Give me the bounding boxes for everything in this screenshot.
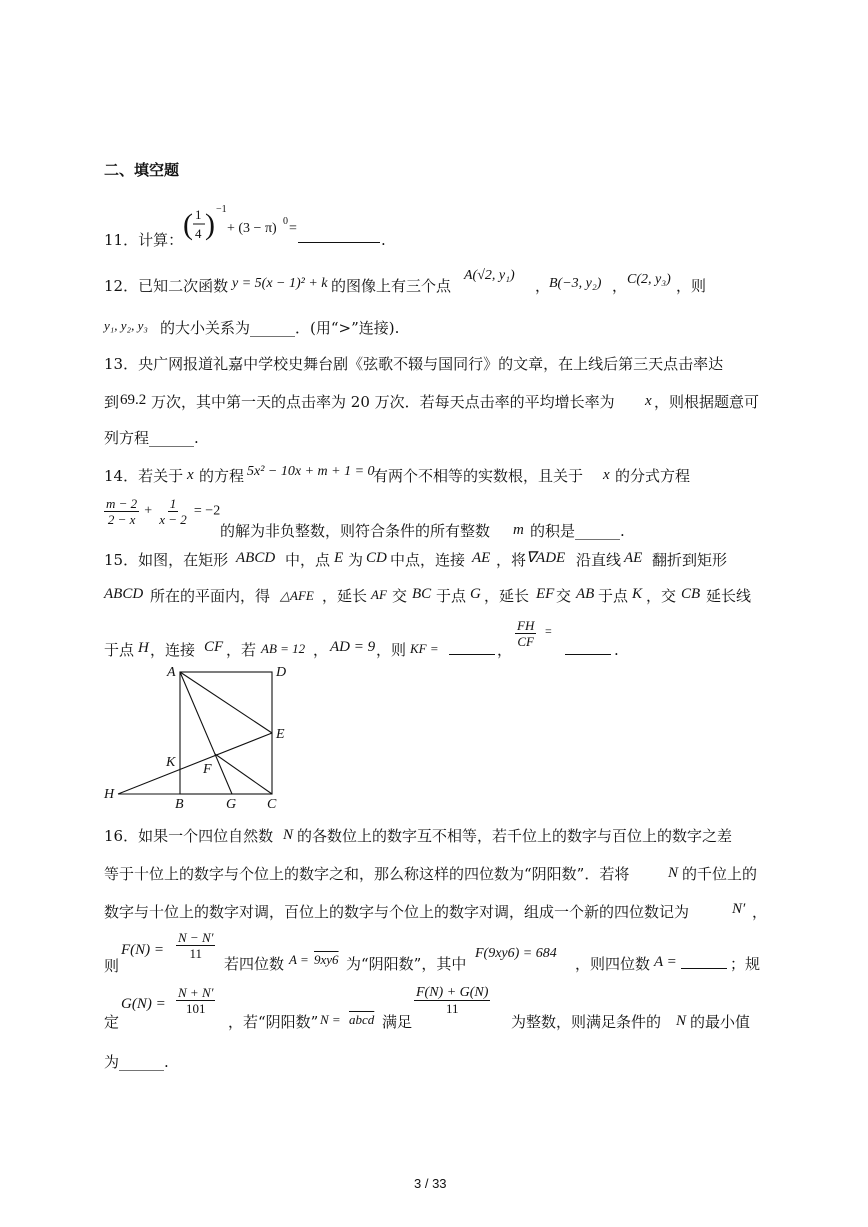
svg-text:−1: −1 [216, 204, 227, 215]
q16-frac-f-den: 11 [189, 946, 202, 961]
label-c: C [267, 797, 277, 812]
q11-end: . [381, 231, 386, 249]
q16-abcd: abcd [349, 1012, 375, 1027]
q15-blank-2[interactable] [565, 640, 611, 655]
q16-f-lhs: F(N) = [121, 942, 165, 958]
q11-formula [183, 202, 298, 250]
q16-f-val: F(9xy6) = 684 [475, 946, 557, 961]
q16-frac-g [176, 985, 215, 1016]
q15-frac [515, 618, 536, 649]
q16-ze: 则 [104, 957, 120, 975]
q11-answer-blank[interactable] [298, 228, 380, 243]
q12-text-c: ，则 [676, 277, 707, 295]
q14-equation: 5x² − 10x + m + 1 = 0 [247, 464, 375, 479]
q16-n3: N [676, 1013, 687, 1029]
q16-line5-d: 的最小值 [690, 1013, 751, 1031]
q13-line2-c: ，则根据题意可 [654, 393, 760, 411]
q15-frac-num: FH [517, 618, 535, 633]
q15-eq: = [545, 624, 552, 638]
q16-frac-g-num: N + N′ [178, 985, 214, 1000]
q15-bc: BC [412, 586, 432, 602]
q15-line1-e: ，将 [496, 551, 527, 569]
q15-ade: ∇ADE [526, 550, 566, 566]
q15-comma: ， [313, 641, 329, 659]
q16-line1: 16．如果一个四位自然数 [104, 827, 274, 845]
q16-nprime: N′ [732, 901, 746, 917]
q16-g-frac [176, 985, 215, 1016]
q15-line3-c: ，若 [226, 641, 257, 659]
q13-line3: 列方程______. [104, 429, 199, 447]
q14-line1-b: 的方程 [199, 467, 245, 485]
q15-ab12: AB = 12 [261, 641, 306, 656]
q14-frac1-num: m − 2 [106, 496, 138, 511]
label-f: F [203, 762, 212, 777]
q15-line2-f: 交 [556, 587, 572, 605]
q14-line1-c: 有两个不相等的实数根，且关于 [373, 467, 584, 485]
q15-h: H [138, 640, 149, 656]
q12-line2: 的大小关系为______．(用“>”连接). [160, 319, 400, 337]
segment-ae [180, 672, 272, 733]
q16-frac-g-den: 101 [185, 1001, 206, 1016]
svg-text:(: ( [183, 208, 193, 241]
q15-end: . [614, 641, 619, 659]
q15-line1-d: 中点，连接 [390, 551, 466, 569]
q16-frac-fg-den: 11 [445, 1001, 459, 1016]
q16-line4-b: 为“阴阳数”，其中 [346, 955, 467, 973]
q15-line2-c: 交 [392, 587, 408, 605]
q16-n2: N [668, 865, 679, 881]
q14-frac1 [104, 496, 139, 527]
q15-line2-e: ，延长 [484, 587, 530, 605]
q15-line3-b: ，连接 [150, 641, 196, 659]
q16-line5-a: ，若“阴阳数” [228, 1013, 319, 1031]
q16-line3: 数字与十位上的数字对调，百位上的数字与个位上的数字对调，组成一个新的四位数记为 [104, 903, 690, 921]
label-k: K [166, 755, 176, 770]
q16-line4-a: 若四位数 [224, 955, 285, 973]
q15-cd: CD [366, 550, 387, 566]
q16-frac-f-num: N − N′ [178, 930, 214, 945]
q14-frac2 [157, 496, 189, 527]
q14-line1-a: 14．若关于 [104, 467, 184, 485]
q16-line4-c: ，则四位数 [575, 955, 651, 973]
q15-cb: CB [681, 586, 701, 602]
q14-frac2-num: 1 [169, 496, 177, 511]
q15-abcd-2: ABCD [104, 586, 144, 602]
q16-line6: 为______. [104, 1053, 169, 1071]
q14-line2: 的解为非负整数，则符合条件的所有整数 [220, 522, 491, 540]
q13-line2-b: 万次，其中第一天的点击率为 20 万次．若每天点击率的平均增长率为 [151, 393, 615, 411]
q15-line2-d: 于点 [436, 587, 467, 605]
q13-line2-a: 到 [104, 393, 120, 411]
q16-n-eq: N = [320, 1012, 341, 1027]
label-h: H [104, 787, 115, 802]
q15-afe: △AFE [280, 588, 314, 603]
q16-frac-fg-num: F(N) + G(N) [416, 985, 489, 1000]
q16-line5-c: 为整数，则满足条件的 [511, 1013, 662, 1031]
q15-kf: KF = [410, 641, 439, 656]
q14-line2-end: 的积是______. [530, 522, 625, 540]
q15-g: G [470, 586, 481, 602]
segment-he [118, 733, 272, 794]
label-e: E [276, 727, 285, 742]
svg-text:0: 0 [283, 216, 288, 227]
q12-comma-1: ， [535, 277, 551, 295]
q15-ab: AB [576, 586, 595, 602]
q14-rhs: = −2 [193, 503, 221, 519]
q15-cf: CF [204, 639, 224, 655]
q16-fg-frac [414, 985, 490, 1016]
q15-ae: AE [472, 550, 491, 566]
q15-k: K [632, 586, 643, 602]
q12-point-a: A(√2, y₁) [464, 268, 515, 283]
q12-function: y = 5(x − 1)² + k [232, 276, 328, 291]
section-title: 二、填空题 [104, 161, 180, 179]
q13-line1: 13．央广网报道礼嘉中学校史舞台剧《弦歌不辍与国同行》的文章，在上线后第三天点击率达 [104, 355, 724, 373]
q15-af: AF [371, 587, 387, 602]
q15-line2-a: 所在的平面内，得 [150, 587, 271, 605]
q12-intro: 12．已知二次函数 [104, 277, 229, 295]
q12-vars: y₁, y₂, y₃ [104, 318, 148, 333]
label-b: B [175, 797, 184, 812]
q11-expression [183, 202, 298, 254]
q15-figure [100, 658, 300, 814]
label-d: D [276, 665, 287, 680]
q16-n1: N [283, 827, 294, 843]
q15-ae2: AE [624, 550, 643, 566]
q16-line1-b: 的各数位上的数字互不相等，若千位上的数字与百位上的数字之差 [297, 827, 733, 845]
q16-line3-end: ， [752, 903, 768, 921]
q13-x: x [645, 393, 652, 409]
q12-point-b: B(−3, y₂) [549, 276, 602, 291]
q15-comma-2: ， [497, 641, 513, 659]
q12-text-b: 的图像上有三个点 [331, 277, 452, 295]
label-g: G [226, 797, 237, 812]
q15-e: E [334, 550, 344, 566]
q16-digits: 9xy6 [314, 952, 339, 967]
q16-a-eq: A = [289, 952, 309, 967]
q15-fh-frac [515, 618, 536, 649]
q14-m: m [513, 522, 524, 538]
q16-a-var: A = [654, 954, 677, 970]
q14-x1: x [187, 467, 194, 483]
label-a: A [167, 665, 176, 680]
q12-point-c: C(2, y₃) [627, 272, 671, 287]
q15-line1-b: 中，点 [285, 551, 331, 569]
q15-line3-d: ，则 [376, 641, 407, 659]
q16-line2: 等于十位上的数字与个位上的数字之和，那么称这样的四位数为“阴阳数”．若将 [104, 865, 630, 883]
q12-comma-2: ， [612, 277, 628, 295]
q15-abcd: ABCD [236, 550, 276, 566]
svg-text:): ) [205, 208, 215, 241]
svg-text:=: = [289, 221, 297, 236]
svg-text:+ (3 − π): + (3 − π) [227, 221, 277, 236]
q13-value: 69.2 [120, 392, 147, 408]
q11-label: 11．计算： [104, 231, 184, 249]
q16-line5-b: 满足 [382, 1013, 413, 1031]
q16-line2-b: 的千位上的 [682, 865, 758, 883]
q15-line1-c: 为 [348, 551, 364, 569]
rect-abcd [180, 672, 272, 794]
q14-fraction-eq: $\frac{m - 2}{2 - x}$ + $\frac{1}{x - 2}$ = −2 [106, 496, 221, 527]
q15-line2-h: ，交 [646, 587, 677, 605]
q15-line3-a: 于点 [104, 641, 135, 659]
q14-frac1-den: 2 − x [107, 512, 136, 527]
q15-line1: 15．如图，在矩形 [104, 551, 229, 569]
q15-line2-g: 于点 [598, 587, 629, 605]
q15-frac-den: CF [517, 634, 534, 649]
q16-frac-f [176, 930, 215, 961]
q16-blank-a[interactable] [681, 954, 727, 969]
q15-blank-1[interactable] [449, 640, 495, 655]
q15-line2-i: 延长线 [706, 587, 752, 605]
page-number: 3 / 33 [414, 1176, 447, 1191]
q14-x2: x [603, 467, 610, 483]
svg-text:4: 4 [195, 226, 202, 241]
q15-line1-g: 翻折到矩形 [652, 551, 728, 569]
q16-ding: 定 [104, 1013, 120, 1031]
q15-ef: EF [536, 586, 555, 602]
q15-line2-b: ，延长 [322, 587, 368, 605]
q14-line1-d: 的分式方程 [615, 467, 691, 485]
q15-ad9: AD = 9 [330, 639, 376, 655]
q16-f-frac [176, 930, 215, 961]
q16-line4-d: ；规 [730, 955, 761, 973]
q16-frac-fg [414, 985, 490, 1016]
svg-text:1: 1 [195, 207, 202, 222]
q14-frac2-den: x − 2 [159, 512, 187, 527]
q15-line1-f: 沿直线 [576, 551, 622, 569]
q16-g-lhs: G(N) = [121, 996, 166, 1012]
